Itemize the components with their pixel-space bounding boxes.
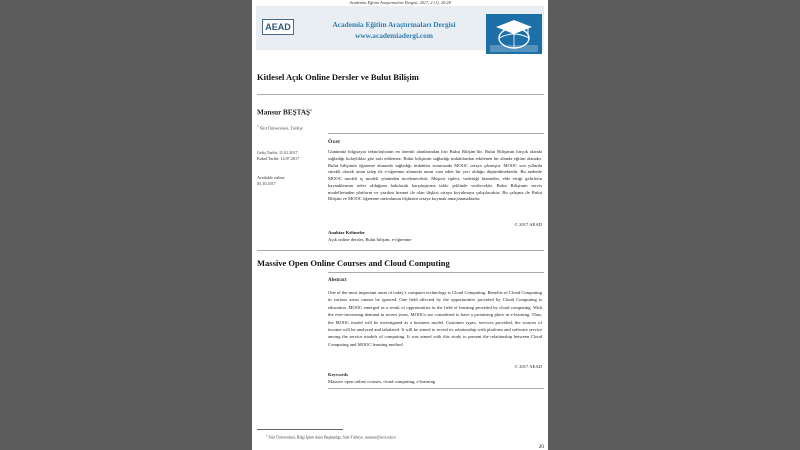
copyright-tr: © 2017 AEAD xyxy=(514,222,542,227)
section-divider xyxy=(257,94,544,95)
article-title-tr: Kitlesel Açık Online Dersler ve Bulut Bilişim xyxy=(257,72,419,82)
page-number: 20 xyxy=(538,444,544,450)
article-title-en: Massive Open Online Courses and Cloud Computing xyxy=(257,258,450,268)
journal-url[interactable]: www.academiadergi.com xyxy=(355,31,433,40)
aead-logo: AEAD xyxy=(262,19,294,35)
abstract-heading: Abstract xyxy=(328,278,347,283)
section-divider xyxy=(257,250,544,251)
accepted-date: Kabul Tarihi: 14.07.2017 xyxy=(257,156,300,161)
keywords-en-heading: Keywords xyxy=(328,372,348,377)
copyright-en: © 2017 AEAD xyxy=(514,364,542,369)
running-header: Academia Eğitim Araştırmaları Dergisi, 2017, 2 (1), 20-28 xyxy=(349,0,451,5)
keywords-tr-heading: Anahtar Kelimeler xyxy=(328,230,366,235)
ozet-text: Günümüz bilgisayar teknolojisinin en önemli alanlarından biri Bulut Bilişim’dir. Bulut Bilişimin birçok alanda sağladığı kolaylıklar göz ardı edilemez. Bulut bilişimin sağladığı imkânlardan etkilenen bir alanda eğitim alanıdır. Bulut bilişimin öğrenme alanında sağladığı imkânlar sonucunda MOOC ortaya çıkmıştır. MOOC son yıllarda sürekli olarak artan talep ile e-öğrenme alanında umut vaat eden bir yeri olduğu düşünülmektedir. Bu nedenle MOOC modeli iş modeli yönünden incelenecektir. Müşteri tipleri, vadettiği hizmetler, elde ettiği gelirlerin kaynaklarının neler olduğuna bakılacak karşılaştırma tablo şeklinde verilecektir. Bulut Bilişimin servis modellerinden platform ve yazılım hizmet ile olan ilişkisi ortaya koyulmaya çalışılacaktır. Bu çalışma ile Bulut Bilişim ve MOOC öğrenme metodunun ilişkisini ortaya koymak amaçlanmaktadır. xyxy=(328,149,542,202)
author-name: Mansur BEŞTAŞ$^1$ xyxy=(257,108,312,117)
journal-header xyxy=(256,6,544,50)
keywords-en: Massive open online courses, cloud computing, e-learning xyxy=(328,379,436,384)
received-date: Geliş Tarihi: 11.01.2017 xyxy=(257,150,298,155)
footnote: $^1$ Siirt Üniversitesi, Bilgi İşlem daire Başkanlığı, Siirt-Türkiye, mansur@siirt.edu.tr xyxy=(266,433,396,440)
ozet-divider xyxy=(328,133,544,134)
footnote-divider xyxy=(257,429,343,430)
keywords-tr: Açık online dersler, Bulut bilişim, e-öğrenme xyxy=(328,237,412,242)
section-divider xyxy=(328,388,544,389)
available-online-label: Available online xyxy=(257,175,285,180)
abstract-divider xyxy=(328,272,544,273)
document-page xyxy=(252,0,548,450)
graduation-cap-globe-icon xyxy=(486,14,542,54)
journal-name: Academia Eğitim Araştırmaları Dergisi xyxy=(332,20,456,29)
available-online-date: 05.10.2017 xyxy=(257,181,276,186)
abstract-text: One of the most important areas of today’s computer technology is Cloud Computing. Benefits of Cloud Computing in various areas cannot be ignored. One field affected by the opportunities provided by Cloud Computing is education. MOOC emerged as a result of opportunities in the field of learning provided by cloud computing. With the ever-increasing demand in recent years, MOOCs are considered to have a promising place in e-learning. Thus, the MOOC model will be investigated as a business model. Customer types, services provided, the sources of income will be analyzed and tabulated. It will be aimed to reveal its relationship with platform and software service among the service models of computing. It was aimed with this study to present the relationship between Cloud Computing and MOOC learning method. xyxy=(328,290,542,347)
ozet-heading: Özet xyxy=(328,139,341,145)
author-affiliation: $^1$ Siirt Üniversitesi, Türkiye xyxy=(257,124,304,131)
